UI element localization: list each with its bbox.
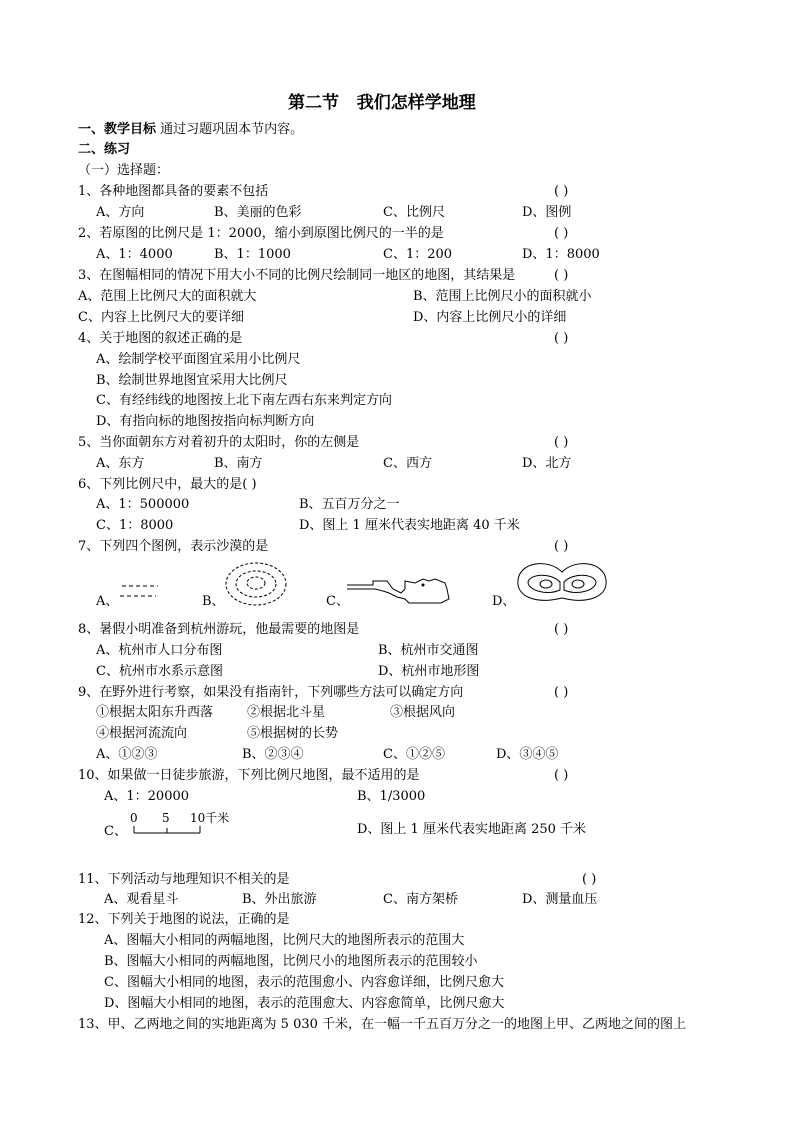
option: D、: [492, 594, 516, 609]
option: A、范围上比例尺大的面积就大: [78, 289, 257, 304]
section-practice-heading: 二、练习: [78, 142, 131, 157]
answer-blank: ( ): [554, 331, 569, 346]
option: B、绘制世界地图宜采用大比例尺: [96, 373, 288, 388]
option: A、: [96, 594, 119, 609]
part-heading: （一）选择题：: [78, 163, 170, 178]
option: C、: [104, 824, 127, 839]
option: C、西方: [383, 456, 432, 471]
option: D、内容上比例尺小的详细: [413, 310, 567, 325]
option: A、1：500000: [96, 497, 190, 512]
option: A、方向: [96, 205, 145, 220]
option: A、杭州市人口分布图: [96, 643, 223, 658]
answer-blank: ( ): [554, 435, 569, 450]
answer-blank: ( ): [554, 685, 569, 700]
option: D、③④⑤: [496, 747, 559, 762]
page-title: 第二节 我们怎样学地理: [288, 93, 476, 113]
option: B、范围上比例尺小的面积就小: [413, 289, 592, 304]
answer-blank: ( ): [554, 184, 569, 199]
option: B、五百万分之一: [299, 497, 400, 512]
option: D、图上 1 厘米代表实地距离 40 千米: [299, 518, 520, 533]
option: C、比例尺: [383, 205, 445, 220]
option: C、①②⑤: [383, 747, 445, 762]
option: B、②③④: [242, 747, 304, 762]
option: B、美丽的色彩: [214, 205, 302, 220]
question-stem: 6、下列比例尺中，最大的是( ): [78, 477, 257, 492]
answer-blank: ( ): [554, 622, 569, 637]
legend-d-contour-twin-peaks-icon: [514, 560, 610, 608]
option: A、图幅大小相同的两幅地图，比例尺大的地图所表示的范围大: [104, 933, 465, 948]
question-stem: 1、各种地图都具备的要素不包括: [78, 184, 269, 199]
method: ③根据风向: [390, 705, 456, 720]
option: D、杭州市地形图: [378, 664, 480, 679]
option: B、1/3000: [357, 789, 426, 804]
option: A、观看星斗: [104, 892, 179, 907]
method: ④根据河流流向: [96, 726, 188, 741]
option: A、1：20000: [104, 789, 190, 804]
method: ②根据北斗星: [247, 705, 326, 720]
option: D、图幅大小相同的地图，表示的范围愈大、内容愈简单，比例尺愈大: [104, 996, 505, 1011]
question-stem: 2、若原图的比例尺是 1：2000，缩小到原图比例尺的一半的是: [78, 226, 444, 241]
question-stem: 4、关于地图的叙述正确的是: [78, 331, 243, 346]
option: B、外出旅游: [242, 892, 317, 907]
question-stem: 10、如果做一日徒步旅游，下列比例尺地图，最不适用的是: [78, 768, 420, 783]
question-stem: 5、当你面朝东方对着初升的太阳时，你的左侧是: [78, 435, 360, 450]
section-text: 通过习题巩固本节内容。: [160, 122, 304, 137]
scale-bar-icon: [132, 825, 204, 835]
option: C、南方架桥: [383, 892, 458, 907]
scale-bar-label: 5: [162, 811, 170, 825]
option: D、图上 1 厘米代表实地距离 250 千米: [357, 822, 587, 837]
option: B、图幅大小相同的两幅地图，比例尺小的地图所表示的范围较小: [104, 954, 478, 969]
option: D、测量血压: [522, 892, 598, 907]
option: C、图幅大小相同的地图，表示的范围愈小、内容愈详细，比例尺愈大: [104, 975, 504, 990]
option: B、1：1000: [214, 247, 291, 262]
option: C、有经纬线的地图按上北下南左西右东来判定方向: [96, 393, 392, 408]
option: D、1：8000: [522, 247, 600, 262]
section-heading: 一、教学目标: [78, 122, 157, 137]
scale-bar-label: 0: [130, 811, 138, 825]
option: A、1：4000: [96, 247, 173, 262]
answer-blank: ( ): [582, 872, 597, 887]
option: B、南方: [214, 456, 263, 471]
option: C、内容上比例尺大的要详细: [78, 310, 244, 325]
legend-c-river-lake-icon: [345, 575, 455, 607]
option: C、1：8000: [96, 518, 174, 533]
option: C、1：200: [383, 247, 453, 262]
question-stem: 7、下列四个图例，表示沙漠的是: [78, 539, 269, 554]
answer-blank: ( ): [554, 539, 569, 554]
method: ①根据太阳东升西落: [96, 705, 214, 720]
option: D、有指向标的地图按指向标判断方向: [96, 414, 315, 429]
question-stem: 9、在野外进行考察，如果没有指南针，下列哪些方法可以确定方向: [78, 685, 464, 700]
section-objective: [78, 122, 303, 138]
option: B、: [202, 594, 225, 609]
question-stem: 12、下列关于地图的说法，正确的是: [78, 912, 290, 927]
option: A、①②③: [96, 747, 158, 762]
option: C、: [326, 594, 349, 609]
answer-blank: ( ): [554, 768, 569, 783]
legend-a-dashed-lines-icon: [118, 582, 160, 606]
option: B、杭州市交通图: [378, 643, 479, 658]
option: A、东方: [96, 456, 145, 471]
answer-blank: ( ): [554, 226, 569, 241]
option: D、图例: [522, 205, 572, 220]
option: C、杭州市水系示意图: [96, 664, 223, 679]
scale-bar-label: 10千米: [190, 811, 230, 825]
option: D、北方: [522, 456, 572, 471]
question-stem: 13、甲、乙两地之间的实地距离为 5 030 千米，在一幅一千五百万分之一的地图上甲、乙两地之间的图上: [78, 1017, 687, 1032]
method: ⑤根据树的长势: [247, 726, 339, 741]
question-stem: 3、在图幅相同的情况下用大小不同的比例尺绘制同一地区的地图，其结果是: [78, 268, 516, 283]
answer-blank: ( ): [554, 268, 569, 283]
question-stem: 8、暑假小明准备到杭州游玩，他最需要的地图是: [78, 622, 360, 637]
option: A、绘制学校平面图宜采用小比例尺: [96, 352, 301, 367]
legend-b-dotted-contours-icon: [224, 560, 288, 608]
question-stem: 11、下列活动与地理知识不相关的是: [78, 872, 290, 887]
